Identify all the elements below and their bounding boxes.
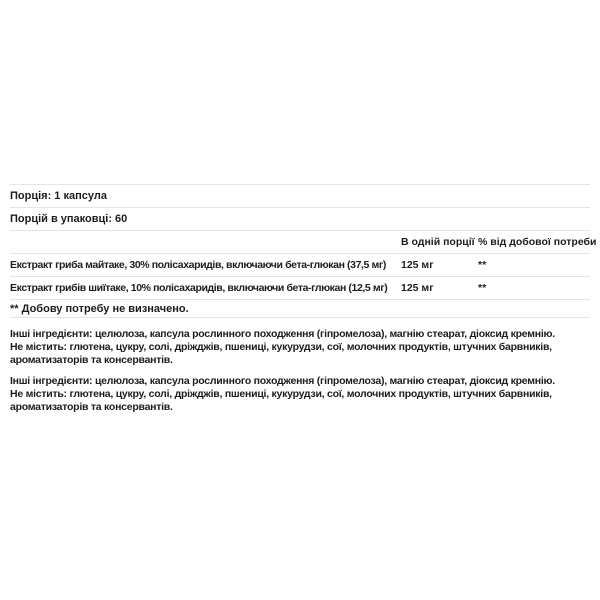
serving-size-row (10, 184, 590, 207)
ingredient-name: Екстракт грибів шиїтаке, 10% полісахаридів, включаючи бета-глюкан (12,5 мг) (10, 282, 388, 294)
paragraph-line: Інші інгредієнти: целюлоза, капсула рослинного походження (гіпромелоза), магнію стеарат, діоксид кремнію. (10, 328, 555, 340)
footnote-row (10, 299, 590, 318)
column-header-amount: В одній порції (401, 236, 475, 248)
supplement-facts-table (10, 184, 597, 318)
daily-value-footnote: ** Добову потребу не визначено. (10, 302, 189, 315)
servings-per-container-label: Порцій в упаковці: 60 (10, 213, 128, 225)
paragraph-line: Не містить: глютена, цукру, солі, дріжджів, пшениці, кукурудзи, сої, молочних продуктів, штучних барвників, (10, 341, 552, 353)
ingredient-amount: 125 мг (401, 259, 434, 271)
ingredient-amount: 125 мг (401, 282, 434, 294)
ingredient-daily-value: ** (478, 259, 487, 271)
paragraph-line: Не містить: глютена, цукру, солі, дріжджів, пшениці, кукурудзи, сої, молочних продуктів, штучних барвників, (10, 388, 552, 400)
serving-size-label: Порція: 1 капсула (10, 190, 107, 202)
paragraph-line: Інші інгредієнти: целюлоза, капсула рослинного походження (гіпромелоза), магнію стеарат, діоксид кремнію. (10, 375, 555, 387)
column-header-daily-value: % від добової потреби (478, 236, 597, 248)
supplement-facts-content (10, 184, 597, 414)
other-ingredients-paragraph-2 (10, 375, 590, 414)
paragraph-line: ароматизаторів та консервантів. (10, 401, 173, 413)
ingredient-row-maitake (10, 253, 590, 276)
ingredient-name: Екстракт гриба майтаке, 30% полісахаридів, включаючи бета-глюкан (37,5 мг) (10, 259, 386, 271)
ingredient-daily-value: ** (478, 282, 487, 294)
facts-header-row (10, 230, 597, 253)
paragraph-line: ароматизаторів та консервантів. (10, 354, 173, 366)
servings-per-container-row (10, 207, 590, 230)
other-ingredients-paragraph-1 (10, 328, 590, 367)
ingredient-row-shiitake (10, 276, 590, 299)
